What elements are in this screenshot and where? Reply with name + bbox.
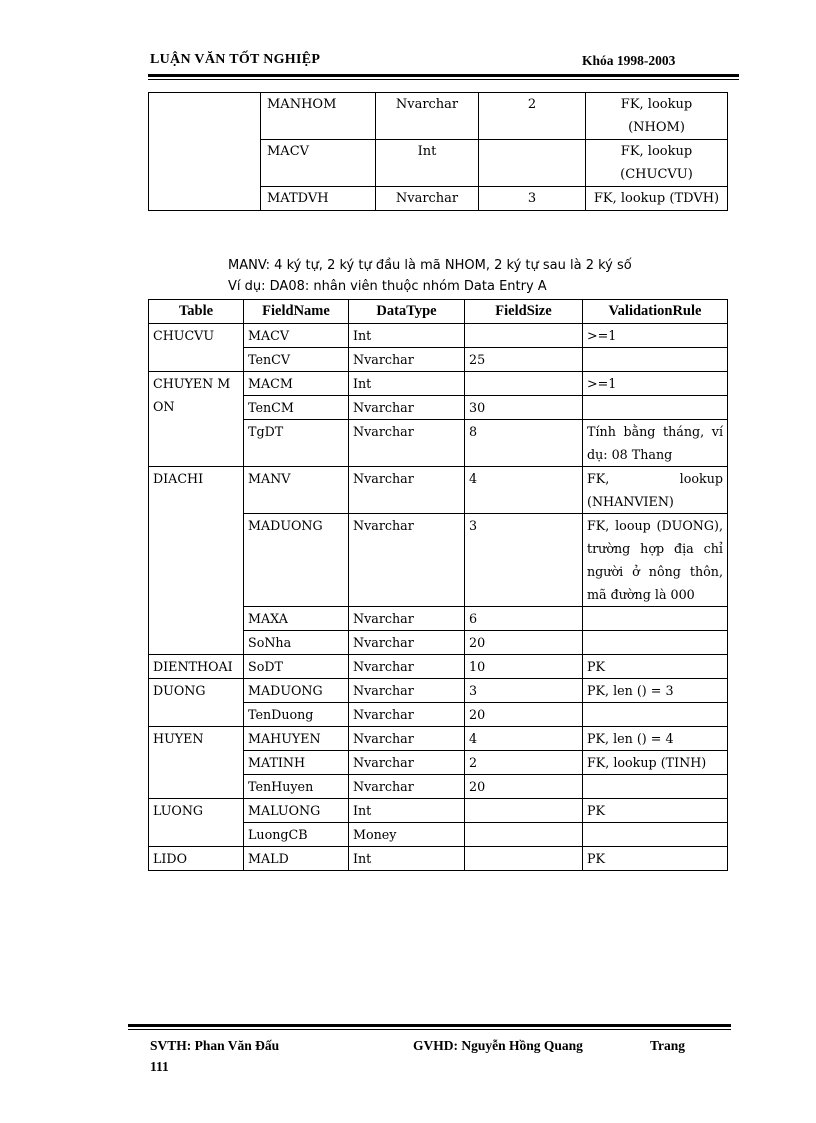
field-name-cell: MATDVH — [261, 187, 376, 211]
validation-rule-cell: PK — [583, 799, 728, 823]
field-name-cell: MANHOM — [261, 93, 376, 140]
field-name-cell: TenHuyen — [244, 775, 349, 799]
field-size-cell: 6 — [465, 607, 583, 631]
field-size-cell: 2 — [479, 93, 586, 140]
validation-rule-cell — [583, 607, 728, 631]
data-type-cell: Int — [349, 324, 465, 348]
data-type-cell: Nvarchar — [349, 631, 465, 655]
field-name-cell: SoDT — [244, 655, 349, 679]
field-size-cell: 20 — [465, 631, 583, 655]
field-size-cell — [465, 823, 583, 847]
validation-rule-cell: PK — [583, 655, 728, 679]
field-size-cell: 3 — [465, 679, 583, 703]
header-course-years: Khóa 1998-2003 — [582, 53, 676, 68]
table-body — [149, 324, 728, 871]
validation-rule-cell: FK, lookup (TINH) — [583, 751, 728, 775]
validation-rule-cell: >=1 — [583, 372, 728, 396]
table-name-cell — [149, 93, 261, 211]
footer-rule-thin — [128, 1029, 731, 1030]
table-name-cell: CHUCVU — [149, 324, 244, 372]
table-row — [149, 372, 728, 396]
field-table-continued — [148, 92, 728, 211]
field-name-cell: SoNha — [244, 631, 349, 655]
field-name-cell: TenCV — [244, 348, 349, 372]
footer-student: SVTH: Phan Văn Đấu — [150, 1038, 280, 1053]
header-rule-thin — [148, 79, 739, 80]
validation-rule-cell: PK — [583, 847, 728, 871]
data-type-cell: Int — [349, 799, 465, 823]
field-size-cell: 20 — [465, 703, 583, 727]
data-type-cell: Nvarchar — [376, 187, 479, 211]
validation-rule-cell — [583, 396, 728, 420]
field-size-cell — [479, 140, 586, 187]
header-title: LUẬN VĂN TỐT NGHIỆP — [150, 52, 321, 67]
data-type-cell: Nvarchar — [349, 751, 465, 775]
table-name-cell: CHUYEN MON — [149, 372, 244, 467]
data-type-cell: Nvarchar — [376, 93, 479, 140]
validation-rule-cell: >=1 — [583, 324, 728, 348]
field-size-cell: 10 — [465, 655, 583, 679]
table-row — [149, 655, 728, 679]
manv-format-note: MANV: 4 ký tự, 2 ký tự đầu là mã NHOM, 2 ký tự sau là 2 ký số — [228, 258, 632, 273]
validation-rule-cell — [583, 823, 728, 847]
table-name-cell: LIDO — [149, 847, 244, 871]
header-table: Table — [149, 300, 244, 324]
field-size-cell: 8 — [465, 420, 583, 467]
table-row — [149, 799, 728, 823]
field-name-cell: MACV — [261, 140, 376, 187]
table-name-cell: HUYEN — [149, 727, 244, 799]
field-size-cell: 4 — [465, 727, 583, 751]
validation-rule-cell: FK, looup (DUONG), trường hợp địa chỉ người ở nông thôn, mã đường là 000 — [583, 514, 728, 607]
table-header-row — [149, 300, 728, 324]
field-name-cell: TenDuong — [244, 703, 349, 727]
validation-rule-cell: FK, lookup (CHUCVU) — [586, 140, 728, 187]
table-name-cell: DIENTHOAI — [149, 655, 244, 679]
field-size-cell: 4 — [465, 467, 583, 514]
data-type-cell: Nvarchar — [349, 396, 465, 420]
validation-rule-cell: FK, lookup (NHANVIEN) — [583, 467, 728, 514]
data-type-cell: Int — [349, 372, 465, 396]
field-name-cell: MADUONG — [244, 514, 349, 607]
validation-rule-cell: PK, len () = 3 — [583, 679, 728, 703]
header-validationrule: ValidationRule — [583, 300, 728, 324]
validation-rule-cell: FK, lookup (NHOM) — [586, 93, 728, 140]
field-name-cell: MALD — [244, 847, 349, 871]
field-name-cell: MANV — [244, 467, 349, 514]
data-type-cell: Nvarchar — [349, 703, 465, 727]
data-type-cell: Nvarchar — [349, 607, 465, 631]
field-size-cell: 3 — [479, 187, 586, 211]
validation-rule-cell — [583, 348, 728, 372]
data-type-cell: Nvarchar — [349, 727, 465, 751]
data-type-cell: Nvarchar — [349, 655, 465, 679]
field-name-cell: LuongCB — [244, 823, 349, 847]
field-name-cell: MALUONG — [244, 799, 349, 823]
table-name-cell: DUONG — [149, 679, 244, 727]
field-name-cell: TenCM — [244, 396, 349, 420]
field-size-cell: 3 — [465, 514, 583, 607]
footer-advisor: GVHD: Nguyễn Hồng Quang — [413, 1038, 583, 1053]
header-fieldsize: FieldSize — [465, 300, 583, 324]
field-size-cell: 20 — [465, 775, 583, 799]
field-size-cell — [465, 799, 583, 823]
validation-rule-cell — [583, 775, 728, 799]
data-type-cell: Nvarchar — [349, 679, 465, 703]
data-type-cell: Nvarchar — [349, 775, 465, 799]
table-name-cell: LUONG — [149, 799, 244, 847]
field-size-cell: 25 — [465, 348, 583, 372]
data-type-cell: Money — [349, 823, 465, 847]
field-name-cell: MADUONG — [244, 679, 349, 703]
field-name-cell: MATINH — [244, 751, 349, 775]
validation-rule-cell — [583, 703, 728, 727]
validation-rule-cell: Tính bằng tháng, ví dụ: 08 Thang — [583, 420, 728, 467]
table-row — [149, 467, 728, 514]
data-type-cell: Nvarchar — [349, 420, 465, 467]
field-size-cell — [465, 324, 583, 348]
table-row — [149, 679, 728, 703]
validation-rule-cell: PK, len () = 4 — [583, 727, 728, 751]
validation-rule-cell: FK, lookup (TDVH) — [586, 187, 728, 211]
field-size-cell: 30 — [465, 396, 583, 420]
table-row — [149, 727, 728, 751]
data-type-cell: Int — [376, 140, 479, 187]
footer-page-number: 111 — [150, 1059, 169, 1074]
validation-rule-cell — [583, 631, 728, 655]
data-type-cell: Nvarchar — [349, 348, 465, 372]
field-name-cell: MAXA — [244, 607, 349, 631]
table-name-cell: DIACHI — [149, 467, 244, 655]
field-name-cell: MAHUYEN — [244, 727, 349, 751]
field-size-cell — [465, 372, 583, 396]
data-type-cell: Nvarchar — [349, 514, 465, 607]
header-fieldname: FieldName — [244, 300, 349, 324]
example-note: Ví dụ: DA08: nhân viên thuộc nhóm Data Entry A — [228, 279, 547, 294]
footer-page-label: Trang — [650, 1038, 686, 1053]
table-row — [149, 93, 728, 140]
field-definition-table — [148, 299, 728, 871]
field-size-cell: 2 — [465, 751, 583, 775]
footer-rule-thick — [128, 1024, 731, 1027]
field-name-cell: MACV — [244, 324, 349, 348]
field-name-cell: TgDT — [244, 420, 349, 467]
field-name-cell: MACM — [244, 372, 349, 396]
table-row — [149, 324, 728, 348]
data-type-cell: Nvarchar — [349, 467, 465, 514]
table-row — [149, 847, 728, 871]
data-type-cell: Int — [349, 847, 465, 871]
header-rule-thick — [148, 74, 739, 77]
field-size-cell — [465, 847, 583, 871]
header-datatype: DataType — [349, 300, 465, 324]
